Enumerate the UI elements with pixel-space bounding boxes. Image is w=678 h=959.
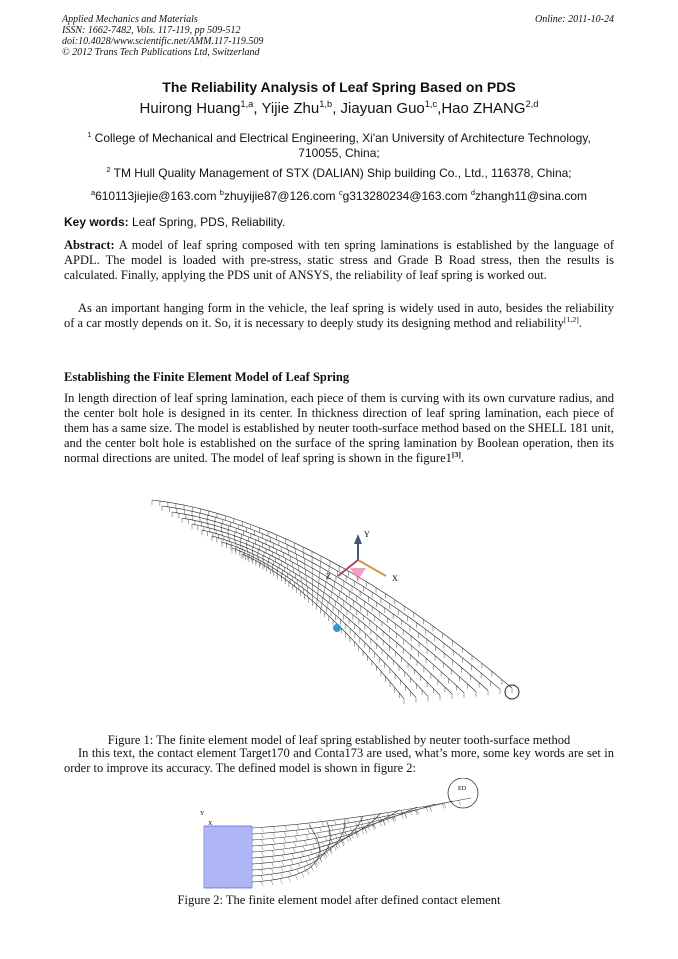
- contact-element-block: [204, 826, 252, 888]
- mesh-tick: [283, 843, 285, 848]
- mesh-tick: [261, 875, 263, 880]
- mesh-tick: [261, 863, 263, 868]
- mesh-tick: [459, 800, 461, 805]
- mesh-tick: [430, 807, 432, 812]
- mesh-tick: [273, 827, 275, 832]
- mesh-tick: [362, 829, 364, 834]
- mesh-tick: [317, 833, 319, 838]
- copyright: © 2012 Trans Tech Publications Ltd, Switzerland: [62, 47, 260, 58]
- mesh-tick: [290, 865, 292, 870]
- mesh-tick: [261, 839, 263, 844]
- mesh-tick: [305, 840, 307, 845]
- figure-2-caption: Figure 2: The finite element model after defined contact element: [177, 893, 501, 907]
- mesh-tick: [444, 803, 446, 808]
- mesh-tick: [282, 855, 284, 860]
- mesh-tick: [273, 832, 275, 837]
- mesh-tick: [297, 824, 299, 829]
- mesh-tick: [344, 828, 346, 833]
- mesh-tick: [405, 814, 407, 819]
- mesh-tick: [280, 879, 282, 884]
- mesh-tick: [273, 838, 275, 843]
- mesh-tick: [315, 839, 317, 844]
- mesh-tick: [294, 842, 296, 847]
- mesh-tick: [308, 829, 310, 834]
- axis-label-y: Y: [364, 530, 370, 539]
- mesh-tick: [383, 821, 385, 826]
- mesh-tick: [302, 852, 304, 857]
- author: Yijie Zhu$^{1,b}$,: [261, 99, 341, 117]
- mesh-tick: [261, 851, 263, 856]
- mesh-tick: [358, 825, 360, 830]
- leaf-lamination: [232, 548, 416, 698]
- mesh-tick: [293, 848, 295, 853]
- mesh-tick: [319, 855, 321, 860]
- journal-header: [62, 14, 263, 58]
- author: Huirong Huang$^{1,a}$,: [139, 99, 262, 117]
- mesh-tick: [272, 856, 274, 861]
- mesh-tick: [331, 826, 333, 831]
- mesh-tick: [334, 846, 336, 851]
- affiliation-2: $^2$ TM Hull Quality Management of STX (DALIAN) Ship building Co., Ltd., 116378, China;: [106, 165, 572, 180]
- mesh-tick: [261, 869, 263, 874]
- affiliation-1: $^1$ College of Mechanical and Electrical Engineering, Xi'an University of Architecture Technology, 710055, China;: [87, 130, 591, 160]
- leaf-lamination: [222, 542, 428, 696]
- mesh-tick: [292, 854, 294, 859]
- email-link[interactable]: 610113jiejie@163.com: [95, 189, 217, 203]
- mesh-tick: [272, 844, 274, 849]
- issn: ISSN: 1662-7482, Vols. 117-119, pp 509-512: [62, 25, 241, 36]
- doi: doi:10.4028/www.scientific.net/AMM.117-119.509: [62, 36, 264, 47]
- abstract: Abstract: A model of leaf spring composed with ten spring laminations is established by the language of APDL. The model is loaded with pre-stress, static stress and Grade B Road stress, then the results is calculated. Finally, applying the PDS unit of ANSYS, the reliability of leaf spring is worked out.: [64, 238, 614, 282]
- leaf-line: [252, 819, 345, 870]
- center-bolt-marker: [333, 624, 341, 632]
- mesh-tick: [281, 873, 283, 878]
- leaf-lamination: [172, 512, 488, 690]
- mesh-tick: [319, 827, 321, 832]
- axis-label-z: Z: [326, 572, 331, 581]
- figure-2-contact-model: [196, 778, 496, 890]
- detail-circle: [448, 778, 478, 808]
- axis-label-x: X: [392, 574, 398, 583]
- mesh-tick: [365, 828, 367, 833]
- citation[interactable]: [3]: [451, 449, 461, 459]
- mesh-tick: [306, 835, 308, 840]
- mesh-tick: [289, 871, 291, 876]
- mesh-tick: [307, 870, 309, 875]
- leaf-contact-lines: [252, 798, 471, 886]
- mesh-tick: [261, 845, 263, 850]
- axis-label-x: X: [208, 821, 213, 827]
- online-date: Online: 2011-10-24: [535, 14, 614, 25]
- leaf-lamination: [242, 554, 404, 699]
- mesh-tick: [261, 857, 263, 862]
- mesh-tick: [442, 804, 444, 809]
- mesh-tick: [297, 869, 299, 874]
- mesh-tick: [317, 859, 319, 864]
- mesh-tick: [374, 824, 376, 829]
- leaf-lamination: [212, 536, 440, 695]
- section-paragraph: In length direction of leaf spring lamination, each piece of them is curving with its own curvature radius, and the center bolt hole is designed in its center. In thickness direction of leaf spring lamination, each piece of them has a same size. The model is established by neuter tooth-surface method based on the SHELL 181 unit, and the center bolt hole is established on the surface of the spring lamination by Boolean operation, then its normal directions are united. The model of leaf spring is shown in the figure1[3].: [64, 391, 614, 465]
- mesh-tick: [350, 827, 352, 832]
- mesh-tick: [299, 863, 301, 868]
- leaf-line: [252, 798, 471, 828]
- mesh-tick: [296, 875, 298, 880]
- section-heading: Establishing the Finite Element Model of Leaf Spring: [64, 370, 350, 384]
- coordinate-axes: [326, 530, 398, 583]
- mesh-tick: [295, 836, 297, 841]
- email-link[interactable]: zhuyijie87@126.com: [223, 189, 336, 203]
- mesh-tick: [426, 807, 428, 812]
- mesh-tick: [262, 827, 264, 832]
- keywords: Key words: Leaf Spring, PDS, Reliability.: [64, 215, 286, 229]
- figure-1-caption: Figure 1: The finite element model of leaf spring established by neuter tooth-surface method: [107, 733, 571, 747]
- mesh-tick: [261, 833, 263, 838]
- intro-paragraph: As an important hanging form in the vehicle, the leaf spring is widely used in auto, besides the reliability of a car mostly depends on it. So, it is necessary to deeply study its designing method and reliability[1,2].: [64, 301, 614, 330]
- mesh-tick: [284, 831, 286, 836]
- mesh-tick: [313, 844, 315, 849]
- mesh-tick: [334, 820, 336, 825]
- mesh-tick: [272, 850, 274, 855]
- author: Jiayuan Guo$^{1,c}$,: [340, 99, 442, 117]
- email-link[interactable]: zhangh11@sina.com: [475, 189, 588, 203]
- citation[interactable]: [1,2]: [563, 314, 579, 324]
- mesh-tick: [261, 881, 263, 886]
- mesh-tick: [302, 872, 304, 877]
- mesh-tick: [272, 862, 274, 867]
- mesh-tick: [367, 825, 369, 830]
- mesh-tick: [300, 858, 302, 863]
- mesh-tick: [303, 846, 305, 851]
- journal-name: Applied Mechanics and Materials: [62, 14, 198, 25]
- mesh-tick: [345, 832, 347, 837]
- mesh-tick: [271, 874, 273, 879]
- mesh-tick: [283, 849, 285, 854]
- detail-circle-label: ED: [458, 786, 466, 792]
- leaf-spring-laminations: [152, 500, 519, 704]
- email-list: $^a$610113jiejie@163.com $^b$zhuyijie87@126.com $^c$g313280234@163.com $^d$zhangh11@sina.com: [90, 188, 588, 203]
- mesh-tick: [288, 877, 290, 882]
- mesh-tick: [271, 880, 273, 885]
- mesh-tick: [349, 836, 351, 841]
- mesh-tick: [291, 859, 293, 864]
- mesh-tick: [311, 866, 313, 871]
- leaf-line: [252, 807, 417, 846]
- mesh-tick: [347, 837, 349, 842]
- paragraph-2: In this text, the contact element Target170 and Conta173 are used, what’s more, some key words are set in order to improve its accuracy. The defined model is shown in figure 2:: [64, 746, 614, 775]
- mesh-tick: [417, 810, 419, 815]
- figure-1-leaf-spring-mesh: [140, 488, 540, 728]
- axis-label-y: Y: [200, 811, 205, 817]
- leaf-lamination: [152, 500, 512, 688]
- mesh-tick: [336, 844, 338, 849]
- mesh-tick: [282, 861, 284, 866]
- mesh-tick: [281, 867, 283, 872]
- leaf-lamination: [182, 518, 476, 692]
- mesh-tick: [322, 822, 324, 827]
- mesh-tick: [284, 837, 286, 842]
- author-list: [0, 100, 678, 117]
- mesh-tick: [272, 868, 274, 873]
- mesh-tick: [285, 825, 287, 830]
- mesh-tick: [394, 817, 396, 822]
- email-link[interactable]: g313280234@163.com: [342, 189, 468, 203]
- mesh-tick: [296, 830, 298, 835]
- paper-title: The Reliability Analysis of Leaf Spring Based on PDS: [162, 79, 516, 95]
- author: Hao ZHANG$^{2,d}$: [441, 99, 539, 117]
